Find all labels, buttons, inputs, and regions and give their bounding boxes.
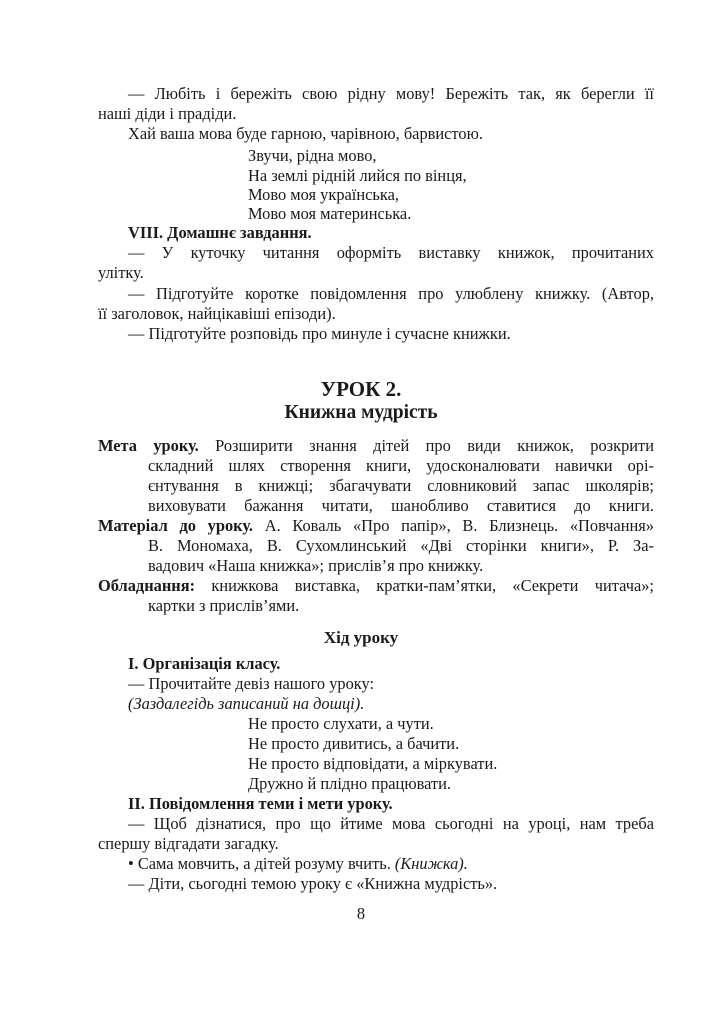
goal-line-2: складний шлях створення книги, удосконалювати навички орі- [148, 456, 654, 475]
equipment-text-1: книжкова виставка, кратки-пам’ятки, «Секрети читача»; [211, 576, 654, 595]
final-line: — Діти, сьогодні темою уроку є «Книжна мудрість». [128, 874, 498, 893]
poem-line-2: На землі рідній лийся по вінця, [248, 166, 467, 185]
section1-note: (Заздалегідь записаний на дошці). [128, 694, 365, 713]
section2-line-1: — Щоб дізнатися, про що йтиме мова сьогодні на уроці, нам треба [128, 814, 654, 833]
motto-line-2: Не просто дивитись, а бачити. [248, 734, 460, 753]
intro-line-1: — Любіть і бережіть свою рідну мову! Бережіть так, як берегли її [128, 84, 654, 103]
equipment-label: Обладнання: [98, 576, 196, 595]
page-number: 8 [356, 904, 366, 923]
section2-line-2: спершу відгадати загадку. [98, 834, 279, 853]
lesson-title: Книжна мудрість [284, 402, 438, 423]
goal-label: Мета уроку. [98, 436, 199, 455]
material-line-3: вадович «Наша книжка»; прислів’я про книжку. [148, 556, 484, 575]
homework-line-4: її заголовок, найцікавіші епізоди). [98, 304, 336, 323]
poem-line-1: Звучи, рідна мово, [248, 146, 377, 165]
motto-line-3: Не просто відповідати, а міркувати. [248, 754, 498, 773]
equipment-line-1 [98, 576, 654, 596]
intro-line-3: Хай ваша мова буде гарною, чарівною, барвистою. [128, 124, 483, 143]
riddle-line [128, 854, 468, 874]
intro-line-2: наші діди і прадіди. [98, 104, 237, 123]
homework-line-1: — У куточку читання оформіть виставку книжок, прочитаних [128, 243, 654, 262]
poem-line-4: Мово моя материнська. [248, 204, 412, 223]
riddle-answer: (Книжка). [394, 854, 468, 873]
riddle-text: • Сама мовчить, а дітей розуму вчить. [128, 854, 391, 873]
goal-line-4: виховувати бажання читати, шанобливо ставитися до книги. [148, 496, 654, 515]
homework-line-5: — Підготуйте розповідь про минуле і сучасне книжки. [128, 324, 511, 343]
material-text-1: А. Коваль «Про папір», В. Близнець. «Повчання» [264, 516, 654, 535]
course-heading: Хід уроку [323, 628, 399, 647]
lesson-number: УРОК 2. [320, 377, 402, 401]
equipment-line-2: картки з прислів’ями. [148, 596, 300, 615]
homework-line-3: — Підготуйте коротке повідомлення про улюблену книжку. (Автор, [128, 284, 654, 303]
section1-line: — Прочитайте девіз нашого уроку: [128, 674, 375, 693]
motto-line-4: Дружно й плідно працювати. [248, 774, 451, 793]
motto-line-1: Не просто слухати, а чути. [248, 714, 434, 733]
section2-heading: ІІ. Повідомлення теми і мети уроку. [128, 794, 393, 813]
material-line-1 [98, 516, 654, 536]
poem-line-3: Мово моя українська, [248, 185, 399, 204]
goal-text-1: Розширити знання дітей про види книжок, розкрити [215, 436, 654, 455]
material-line-2: В. Мономаха, В. Сухомлинський «Дві сторінки книги», Р. За- [148, 536, 654, 555]
material-label: Матеріал до уроку. [98, 516, 254, 535]
homework-line-2: улітку. [98, 263, 144, 282]
section1-heading: І. Організація класу. [128, 654, 281, 673]
homework-heading: VIII. Домашнє завдання. [128, 223, 312, 242]
goal-line-3: єнтування в книжці; збагачувати словниковий запас школярів; [148, 476, 654, 495]
goal-line-1 [98, 436, 654, 456]
